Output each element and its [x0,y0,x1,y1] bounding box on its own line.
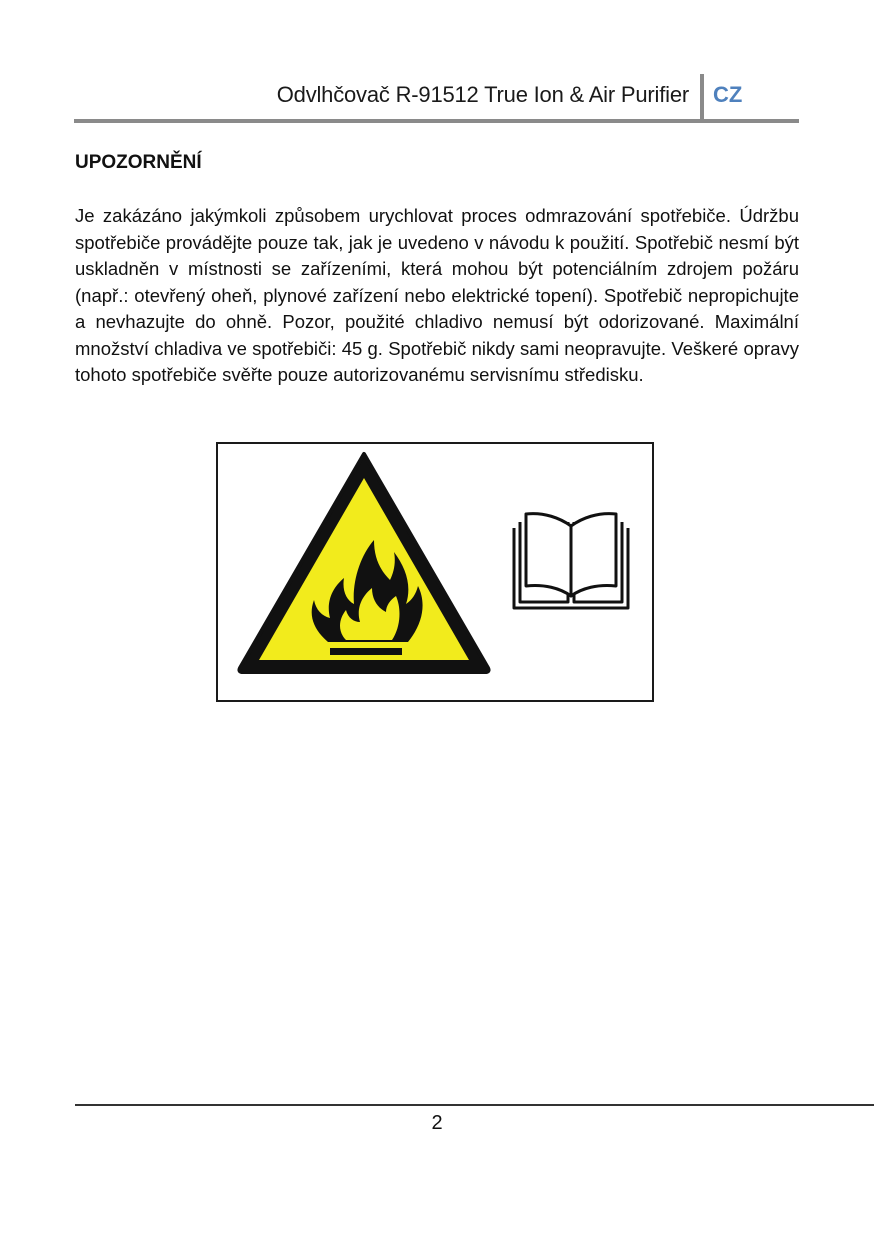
flame-base-bar [330,648,402,655]
warning-paragraph: Je zakázáno jakýmkoli způsobem urychlovat proces odmrazování spotřebiče. Údržbu spotřebiče provádějte pouze tak, jak je uvedeno v návodu k použití. Spotřebič nesmí být uskladněn v místnosti se zařízeními, která mohou být potenciálním zdrojem požáru (např.: otevřený oheň, plynové zařízení nebo elektrické topení). Spotřebič nepropichujte a nevhazujte do ohně. Pozor, použité chladivo nemusí být odorizované. Maximální množství chladiva ve spotřebiči: 45 g. Spotřebič nikdy sami neopravujte. Veškeré opravy tohoto spotřebiče svěřte pouze autorizovanému servisnímu středisku. [75,205,799,385]
page-header [74,72,799,124]
page-number: 2 [431,1112,443,1134]
safety-symbols-box [216,442,654,702]
footer-rule [75,1104,874,1106]
open-book-icon [510,510,632,612]
header-divider [700,74,704,120]
header-rule [74,119,799,123]
language-code: CZ [713,82,743,107]
flammable-warning-icon [236,450,492,674]
document-title: Odvlhčovač R-91512 True Ion & Air Purifier [276,82,689,107]
section-heading: UPOZORNĚNÍ [75,152,202,173]
